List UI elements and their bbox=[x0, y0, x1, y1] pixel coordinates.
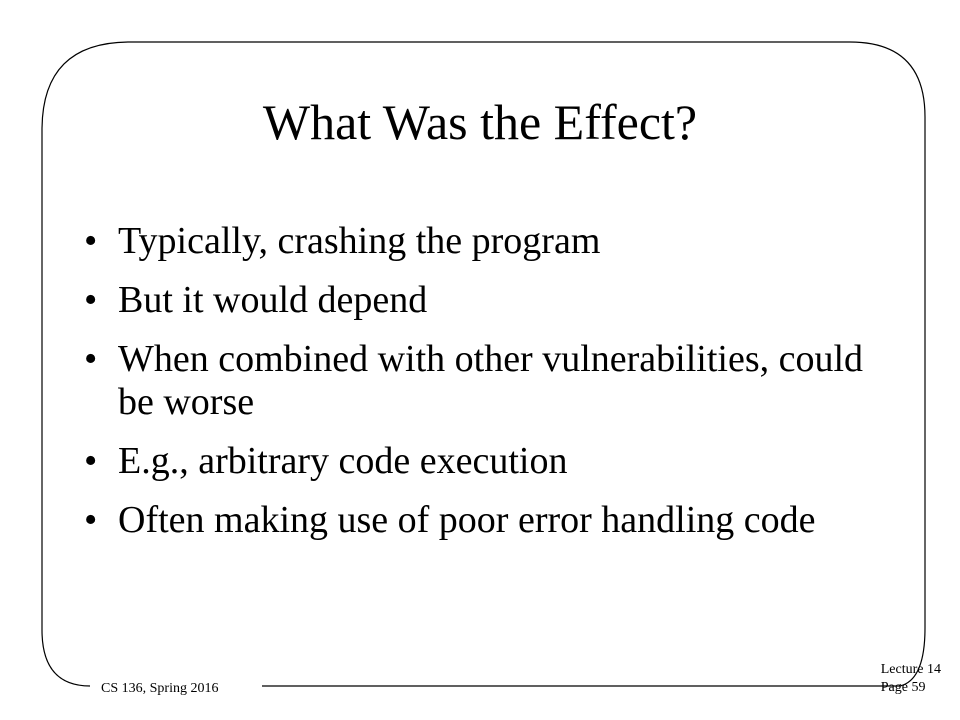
bullet-text: Typically, crashing the program bbox=[118, 220, 601, 262]
page-number: Page 59 bbox=[880, 680, 926, 695]
bullet-icon: • bbox=[84, 279, 98, 321]
bullet-item bbox=[84, 499, 864, 542]
course-label: CS 136, Spring 2016 bbox=[101, 681, 219, 696]
bullet-text: But it would depend bbox=[118, 279, 428, 321]
bullet-item bbox=[84, 220, 864, 263]
bullet-item bbox=[84, 279, 864, 322]
bullet-icon: • bbox=[84, 338, 98, 380]
bullet-icon: • bbox=[84, 440, 98, 482]
slide-title: What Was the Effect? bbox=[262, 94, 698, 150]
bullet-text: When combined with other vulnerabilities, could be worse bbox=[118, 338, 864, 423]
bullet-text: E.g., arbitrary code execution bbox=[118, 440, 568, 482]
bullet-text: Often making use of poor error handling code bbox=[118, 499, 816, 541]
bullet-icon: • bbox=[84, 220, 98, 262]
page-info bbox=[881, 661, 941, 697]
bullet-item bbox=[84, 440, 864, 483]
lecture-label: Lecture 14 bbox=[880, 662, 941, 677]
bullet-icon: • bbox=[84, 499, 98, 541]
bullet-item bbox=[84, 338, 864, 424]
bullet-list bbox=[84, 220, 864, 558]
